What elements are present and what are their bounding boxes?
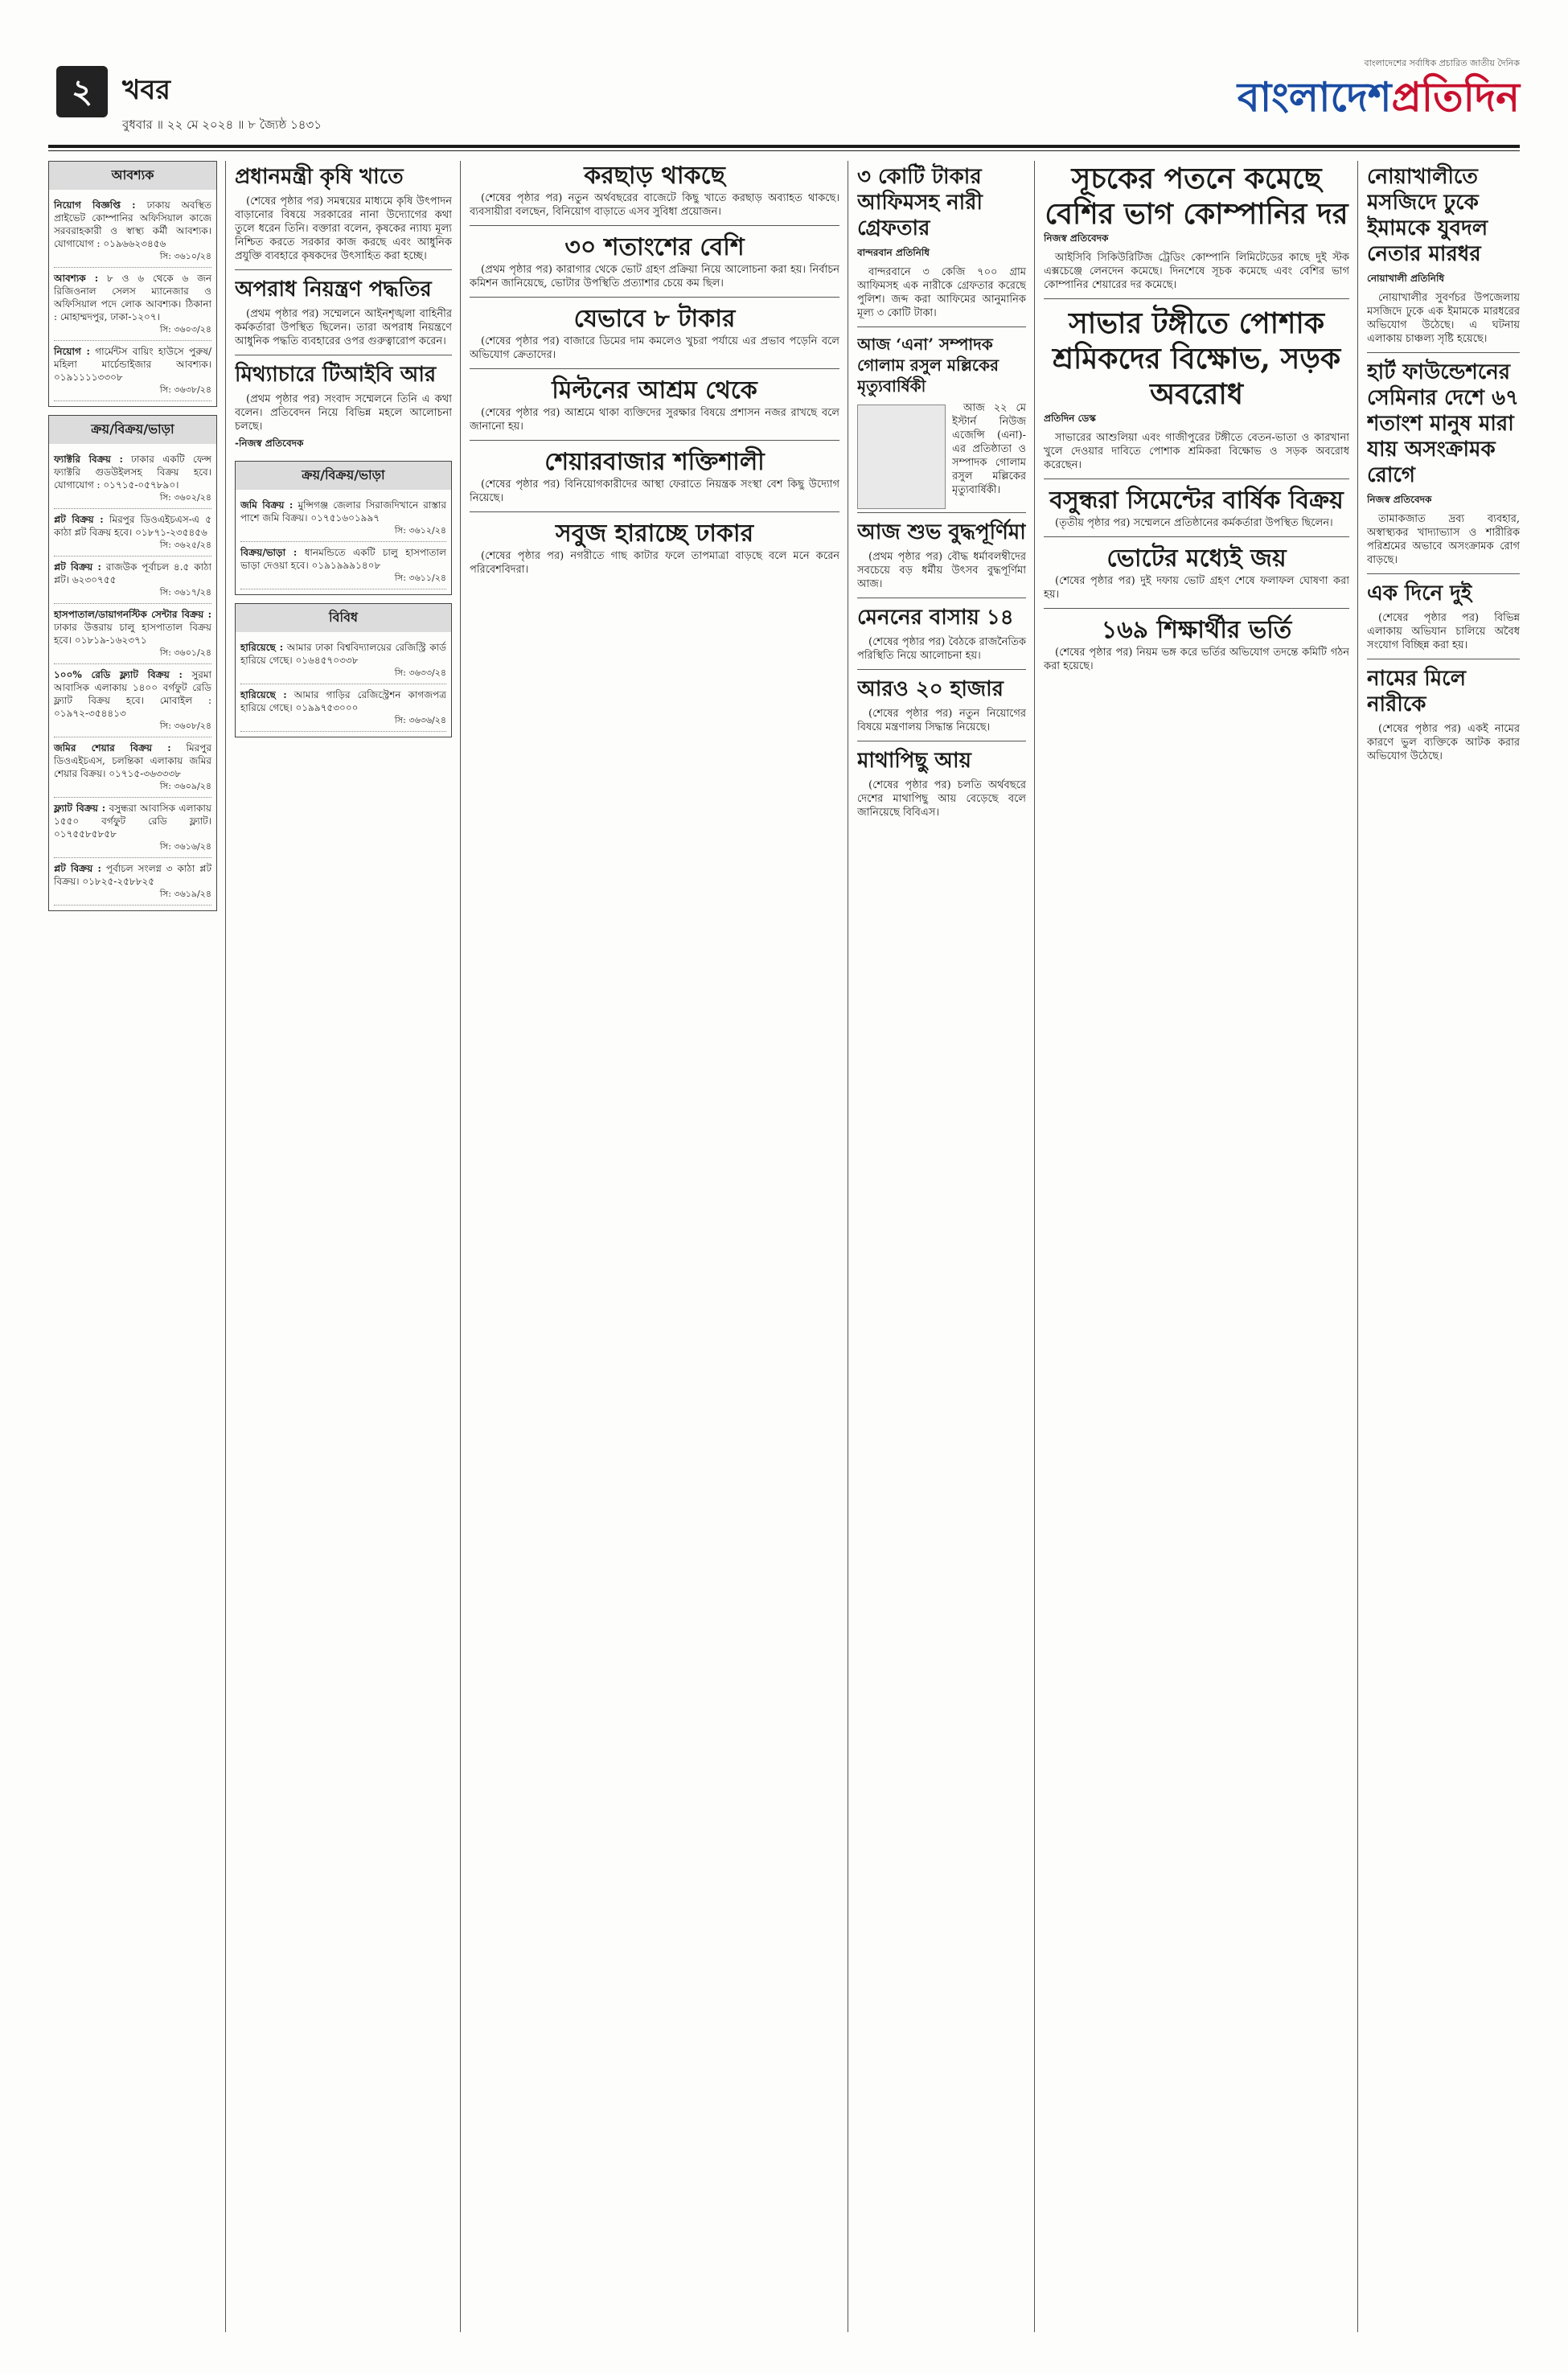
classified-ad-ref: সি: ৩৬৩৬/২৪: [394, 715, 446, 725]
header-rule: [48, 145, 1520, 148]
classified-ad-ref: সি: ৩৬১৬/২৪: [159, 841, 211, 852]
headline-8-taka: যেভাবে ৮ টাকার: [573, 305, 736, 333]
story-divider: [857, 669, 1026, 670]
headline-bashundhara-cement: বসুন্ধরা সিমেন্টের বার্ষিক বিক্রয়: [1049, 487, 1344, 515]
classified-ad: [240, 542, 446, 589]
story-buddha-purnima: (প্রথম পৃষ্ঠার পর) বৌদ্ধ ধর্মাবলম্বীদের সবচেয়ে বড় ধর্মীয় উৎসব বুদ্ধপূর্ণিমা আজ।: [857, 551, 1026, 590]
headline-opium: ৩ কোটি টাকার আফিমসহ নারী গ্রেফতার: [857, 165, 983, 240]
classified-ad-ref: সি: ৩৬১৭/২৪: [159, 587, 211, 598]
byline: -নিজস্ব প্রতিবেদক: [235, 437, 304, 449]
classified-ad: [54, 858, 211, 906]
dateline: বুধবার ॥ ২২ মে ২০২৪ ॥ ৮ জ্যৈষ্ঠ ১৪৩১: [122, 117, 322, 132]
story-share-market: (শেষের পৃষ্ঠার পর) বিনিয়োগকারীদের আস্থা ফেরাতে নিয়ন্ত্রক সংস্থা বেশ কিছু উদ্যোগ নিয়েছে।: [470, 478, 839, 504]
column-divider: [225, 161, 226, 2332]
classified-ad-heading: প্লট বিক্রয় :: [54, 561, 101, 573]
classified-ad-ref: সি: ৩৬৩৮/২৪: [159, 384, 211, 395]
column-5: [1044, 161, 1349, 2332]
classified-ad-ref: সি: ৩৬১০/২৪: [159, 251, 211, 261]
story-green-dhaka: (শেষের পৃষ্ঠার পর) নগরীতে গাছ কাটার ফলে তাপমাত্রা বাড়ছে বলে মনে করেন পরিবেশবিদরা।: [470, 550, 839, 576]
classified-ad-body: ঢাকার উত্তরায় চালু হাসপাতাল বিক্রয় হবে। ০১৮১৯-১৬২৩৭১: [54, 622, 211, 646]
story-noakhali-imam: নোয়াখালীর সুবর্ণচর উপজেলায় মসজিদে ঢুকে এক ইমামকে মারধরের অভিযোগ উঠেছে। এ ঘটনায় এলাকায় চাঞ্চল্য সৃষ্টি হয়েছে।: [1367, 292, 1520, 345]
classified-ad: [54, 268, 211, 341]
story-bashundhara-cement: (তৃতীয় পৃষ্ঠার পর) সম্মেলনে প্রতিষ্ঠানের কর্মকর্তারা উপস্থিত ছিলেন।: [1055, 517, 1333, 529]
byline: নিজস্ব প্রতিবেদক: [1367, 494, 1432, 505]
classified-ad-heading: নিয়োগ বিজ্ঞপ্তি :: [54, 199, 136, 211]
classified-ad-body: আমার ঢাকা বিশ্ববিদ্যালয়ের রেজিস্ট্রি কার্ড হারিয়ে গেছে। ০১৬৪৫৭০৩৩৮: [240, 642, 446, 666]
classified-ad-heading: জমি বিক্রয় :: [240, 499, 293, 511]
headline-crime-control: অপরাধ নিয়ন্ত্রণ পদ্ধতির: [235, 277, 432, 302]
classified-ad-body: ধানমন্ডিতে একটি চালু হাসপাতাল ভাড়া দেওয়া হবে। ০১৯১৯৯৯১৪০৮: [240, 547, 446, 571]
story-divider: [470, 225, 839, 226]
story-name-match: (শেষের পৃষ্ঠার পর) একই নামের কারণে ভুল ব্যক্তিকে আটক করার অভিযোগ উঠেছে।: [1367, 723, 1520, 762]
classifieds-column: [48, 161, 217, 2332]
classified-ad-heading: বিক্রয়/ভাড়া :: [240, 547, 298, 558]
portrait-photo: [857, 405, 946, 509]
story-index-fall: আইসিবি সিকিউরিটিজ ট্রেডিং কোম্পানি লিমিটেডের কাছে দুই স্টক এক্সচেঞ্জে লেনদেন কমেছে। দিনশেষে সূচক কমেছে এবং বেশির ভাগ কোম্পানির শেয়ারের দর কমেছে।: [1044, 252, 1349, 291]
classified-ad-heading: আবশ্যক :: [54, 273, 99, 284]
classified-ad-heading: প্লট বিক্রয় :: [54, 514, 104, 525]
column-divider: [1034, 161, 1035, 2332]
column-divider: [1357, 161, 1358, 2332]
buy-sell-box-2-title: ক্রয়/বিক্রয়/ভাড়া: [236, 462, 451, 490]
buy-sell-box: [48, 415, 217, 911]
page-header: [48, 56, 1520, 153]
classified-ad-body: ঢাকার একটি ফেন্স ফ্যাক্টরি গুডউইলসহ বিক্রয় হবে। যোগাযোগ : ০১৭১৫-০৫৭৮৯০।: [54, 454, 211, 491]
wanted-box: [48, 161, 217, 407]
headline-agriculture: প্রধানমন্ত্রী কৃষি খাতে: [235, 165, 404, 189]
story-8-taka: (শেষের পৃষ্ঠার পর) বাজারে ডিমের দাম কমলেও খুচরা পর্যায়ে এর প্রভাব পড়েনি বলে অভিযোগ ক্রেতাদের।: [470, 335, 839, 361]
classified-ad-heading: জমির শেয়ার বিক্রয় :: [54, 742, 171, 754]
story-30-percent: (প্রথম পৃষ্ঠার পর) কারাগার থেকে ভোট গ্রহণ প্রক্রিয়া নিয়ে আলোচনা করা হয়। নির্বাচন কমিশন জানিয়েছে, ভোটার উপস্থিতি প্রত্যাশার চেয়ে কম ছিল।: [470, 264, 839, 290]
story-divider: [1044, 608, 1349, 609]
masthead: [1021, 56, 1520, 137]
story-heart-foundation: তামাকজাত দ্রব্য ব্যবহার, অস্বাস্থ্যকর খাদ্যাভ্যাস ও শারীরিক পরিশ্রমের অভাবে অসংক্রামক রোগ বাড়ছে।: [1367, 513, 1520, 566]
classified-ad: [54, 449, 211, 509]
classified-ad-body: আমার গাড়ির রেজিস্ট্রেশন কাগজপত্র হারিয়ে গেছে। ০১৯৯৭৫৩০০০: [240, 689, 446, 713]
classified-ad-body: মুন্সিগঞ্জ জেলার সিরাজদিখানে রাস্তার পাশে জমি বিক্রয়। ০১৭৫১৬০১৯৯৭: [240, 499, 446, 524]
story-tax: (শেষের পৃষ্ঠার পর) নতুন অর্থবছরের বাজেটে কিছু খাতে করছাড় অব্যাহত থাকছে। ব্যবসায়ীরা বলছেন, বিনিয়োগ বাড়াতে এসব সুবিধা প্রয়োজন।: [470, 192, 839, 218]
story-20-thousand: (শেষের পৃষ্ঠার পর) নতুন নিয়োগের বিষয়ে মন্ত্রণালয় সিদ্ধান্ত নিয়েছে।: [857, 708, 1026, 733]
headline-tax: করছাড় থাকছে: [584, 162, 725, 190]
headline-noakhali-imam: নোয়াখালীতে মসজিদে ঢুকে ইমামকে যুবদল নেতার মারধর: [1367, 165, 1488, 266]
story-divider: [1367, 352, 1520, 353]
classified-ad-ref: সি: ৩৬০২/২৪: [159, 492, 211, 503]
classified-ad: [54, 341, 211, 401]
byline: নোয়াখালী প্রতিনিধি: [1367, 273, 1445, 284]
classified-ad-ref: সি: ৩৬০৩/২৪: [159, 324, 211, 335]
byline: প্রতিদিন ডেস্ক: [1044, 413, 1096, 424]
story-menon: (শেষের পৃষ্ঠার পর) বৈঠকে রাজনৈতিক পরিস্থিতি নিয়ে আলোচনা হয়।: [857, 636, 1026, 662]
headline-vote-win: ভোটের মধ্যেই জয়: [1106, 544, 1287, 573]
headline-heart-foundation: হার্ট ফাউন্ডেশনের সেমিনার দেশে ৬৭ শতাংশ মানুষ মারা যায় অসংক্রামক রোগে: [1367, 360, 1519, 487]
classified-ad: [54, 557, 211, 604]
classified-ad-body: মিরপুর ডিওএইচএস-এ ৫ কাঠা প্লট বিক্রয় হবে। ০১৮৭১-২৩৫৪৫৬: [54, 514, 211, 538]
headline-one-day-two: এক দিনে দুই: [1367, 581, 1472, 606]
classified-ad-body: গার্মেন্টস বায়িং হাউসে পুরুষ/মহিলা মার্চেন্ডাইজার আবশ্যক। ০১৯১১১১৩৩০৮: [54, 346, 211, 383]
classified-ad-heading: প্লট বিক্রয় :: [54, 863, 101, 874]
story-divider: [1044, 536, 1349, 537]
header-rule-thin: [48, 150, 1520, 151]
headline-ena-editor: আজ ‘এনা’ সম্পাদক গোলাম রসুল মল্লিকের মৃত্যুবার্ষিকী: [857, 335, 999, 396]
classified-ad-body: ৮ ও ৬ থেকে ৬ জন রিজিওনাল সেলস ম্যানেজার ও অফিসিয়াল পদে লোক আবশ্যক। ঠিকানা : মোহাম্মদপুর, ঢাকা-১২০৭।: [54, 273, 211, 322]
headline-menon: মেননের বাসায় ১৪: [857, 606, 1014, 630]
classified-ad-heading: ফ্ল্যাট বিক্রয় :: [54, 803, 106, 814]
story-divider: [1044, 298, 1349, 299]
wanted-box-title: আবশ্যক: [49, 162, 216, 190]
classified-ad-body: পূর্বাচল সংলগ্ন ৩ কাঠা প্লট বিক্রয়। ০১৮২৫-২৫৮৮২৫: [54, 863, 211, 887]
classified-ad-ref: সি: ৩৬০৮/২৪: [159, 721, 211, 731]
classified-ad: [240, 637, 446, 684]
story-divider: [470, 511, 839, 512]
story-one-day-two: (শেষের পৃষ্ঠার পর) বিভিন্ন এলাকায় অভিযান চালিয়ে অবৈধ সংযোগ বিচ্ছিন্ন করা হয়।: [1367, 612, 1520, 651]
story-divider: [470, 297, 839, 298]
misc-box: [235, 603, 452, 737]
byline: নিজস্ব প্রতিবেদক: [1044, 232, 1109, 244]
headline-milton: মিল্টনের আশ্রম থেকে: [552, 376, 757, 405]
classified-ad-body: মিরপুর ডিওএইচএস, চলন্তিকা এলাকায় জমির শেয়ার বিক্রয়। ০১৭১৫-৩৬৩৩৩৮: [54, 742, 211, 779]
classified-ad-heading: ১০০% রেডি ফ্ল্যাট বিক্রয় :: [54, 669, 183, 680]
headline-green-dhaka: সবুজ হারাচ্ছে ঢাকার: [555, 520, 754, 548]
headline-per-capita: মাথাপিছু আয়: [857, 749, 971, 773]
story-vote-win: (শেষের পৃষ্ঠার পর) দুই দফায় ভোট গ্রহণ শেষে ফলাফল ঘোষণা করা হয়।: [1044, 575, 1349, 601]
classified-ad-heading: হারিয়েছে :: [240, 689, 287, 700]
misc-box-title: বিবিধ: [236, 604, 451, 632]
column-2: [235, 161, 452, 2332]
classified-ad-body: সুরমা আবাসিক এলাকায় ১৪০০ বর্গফুট রেডি ফ্ল্যাট বিক্রয় হবে। মোবাইল : ০১৯৭২-৩৫৪৪১৩: [54, 669, 211, 719]
headline-169-students: ১৬৯ শিক্ষার্থীর ভর্তি: [1101, 616, 1292, 644]
byline: বান্দরবান প্রতিনিধি: [857, 247, 930, 258]
buy-sell-box-2: [235, 461, 452, 595]
classified-ad: [54, 798, 211, 858]
story-tib: (প্রথম পৃষ্ঠার পর) সংবাদ সম্মেলনে তিনি এ কথা বলেন। প্রতিবেদন নিয়ে বিভিন্ন মহলে আলোচনা চলছে।: [235, 393, 452, 433]
story-agriculture: (শেষের পৃষ্ঠার পর) সমন্বয়ের মাধ্যমে কৃষি উৎপাদন বাড়ানোর বিষয়ে সরকারের নানা উদ্যোগের কথা তুলে ধরেন তিনি। বক্তারা বলেন, কৃষকের ন্যায্য মূল্য নিশ্চিত করতে সরকার কাজ করছে এবং আধুনিক প্রযুক্তি ব্যবহারে কৃষকদের উৎসাহিত করা হচ্ছে।: [235, 195, 452, 262]
classified-ad-ref: সি: ৩৬১২/২৪: [394, 525, 446, 536]
headline-share-market: শেয়ারবাজার শক্তিশালী: [544, 448, 765, 476]
classified-ad: [54, 664, 211, 737]
classified-ad-ref: সি: ৩৬০৯/২৪: [159, 781, 211, 791]
story-169-students: (শেষের পৃষ্ঠার পর) নিয়ম ভঙ্গ করে ভর্তির অভিযোগ তদন্তে কমিটি গঠন করা হয়েছে।: [1044, 647, 1349, 672]
headline-30-percent: ৩০ শতাংশের বেশি: [564, 233, 745, 261]
story-ena-editor: আজ ২২ মে ইস্টার্ন নিউজ এজেন্সি (এনা)-এর প্রতিষ্ঠাতা ও সম্পাদক গোলাম রসুল মল্লিকের মৃত্যুবার্ষিকী।: [952, 402, 1026, 496]
headline-20-thousand: আরও ২০ হাজার: [857, 677, 1004, 701]
classified-ad-ref: সি: ৩৬১৯/২৪: [159, 889, 211, 899]
section-title: খবর: [122, 74, 170, 106]
story-divider: [470, 368, 839, 369]
story-opium: বান্দরবানে ৩ কেজি ৭০০ গ্রাম আফিমসহ এক নারীকে গ্রেফতার করেছে পুলিশ। জব্দ করা আফিমের আনুমানিক মূল্য ৩ কোটি টাকা।: [857, 266, 1026, 319]
classified-ad-heading: নিয়োগ :: [54, 346, 90, 357]
story-crime-control: (প্রথম পৃষ্ঠার পর) সম্মেলনে আইনশৃঙ্খলা বাহিনীর কর্মকর্তারা উপস্থিত ছিলেন। তারা অপরাধ নিয়ন্ত্রণে আধুনিক পদ্ধতি ব্যবহারের ওপর গুরুত্বারোপ করেন।: [235, 308, 452, 347]
buy-sell-box-title: ক্রয়/বিক্রয়/ভাড়া: [49, 416, 216, 444]
story-divider: [1044, 478, 1349, 479]
headline-buddha-purnima: আজ শুভ বুদ্ধপূর্ণিমা: [857, 520, 1026, 544]
newspaper-page: [48, 56, 1520, 2340]
story-divider: [1367, 573, 1520, 574]
classified-ad-body: বসুন্ধরা আবাসিক এলাকায় ১৫৫০ বর্গফুট রেডি ফ্ল্যাট। ০১৭৫৫৮৫৮৫৮: [54, 803, 211, 840]
classified-ad-ref: সি: ৩৬০১/২৪: [159, 647, 211, 658]
headline-name-match: নামের মিলে নারীকে: [1367, 667, 1466, 717]
masthead-logo: [1021, 72, 1520, 123]
column-3: [470, 161, 839, 2332]
classified-ad: [240, 495, 446, 542]
classified-ad: [54, 737, 211, 798]
classified-ad-ref: সি: ৩৬১১/২৪: [394, 573, 446, 583]
headline-index-fall: সূচকের পতনে কমেছে বেশির ভাগ কোম্পানির দর: [1045, 162, 1348, 231]
headline-garment-protest: সাভার টঙ্গীতে পোশাক শ্রমিকদের বিক্ষোভ, সড়ক অবরোধ: [1052, 306, 1341, 411]
classified-ad: [54, 509, 211, 557]
story-per-capita: (শেষের পৃষ্ঠার পর) চলতি অর্থবছরে দেশের মাথাপিছু আয় বেড়েছে বলে জানিয়েছে বিবিএস।: [857, 779, 1026, 819]
story-divider: [857, 512, 1026, 513]
column-6: [1367, 161, 1520, 2332]
headline-tib: মিথ্যাচারে টিআইবি আর: [235, 363, 437, 387]
classified-ad: [54, 195, 211, 268]
classified-ad-body: ঢাকায় অবস্থিত প্রাইভেট কোম্পানির অফিসিয়াল কাজে সরবরাহকারী ও স্বাস্থ্য কর্মী আবশ্যক। যোগাযোগ : ০১৯৬৬২৩৪৫৬: [54, 199, 211, 249]
classified-ad-heading: হাসপাতাল/ডায়াগনস্টিক সেন্টার বিক্রয় :: [54, 609, 211, 620]
masthead-logo-part1: বাংলাদেশ: [1237, 73, 1392, 121]
story-divider: [470, 440, 839, 441]
classified-ad-ref: সি: ৩৬৩৩/২৪: [394, 667, 446, 678]
classified-ad-heading: ফ্যাক্টরি বিক্রয় :: [54, 454, 123, 465]
classified-ad-body: রাজউক পূর্বাচল ৪.৫ কাঠা প্লট। ৬২৩০৭৫৫: [54, 561, 211, 585]
column-divider: [460, 161, 461, 2332]
classified-ad: [54, 604, 211, 664]
page-number: ২: [56, 66, 108, 117]
classified-ad: [240, 684, 446, 732]
column-4: [857, 161, 1026, 2332]
story-milton: (শেষের পৃষ্ঠার পর) আশ্রমে থাকা ব্যক্তিদের সুরক্ষার বিষয়ে প্রশাসন নজর রাখছে বলে জানানো হয়।: [470, 407, 839, 433]
story-garment-protest: সাভারের আশুলিয়া এবং গাজীপুরের টঙ্গীতে বেতন-ভাতা ও কারখানা খুলে দেওয়ার দাবিতে পোশাক শ্রমিকরা বিক্ষোভ ও সড়ক অবরোধ করেছেন।: [1044, 432, 1349, 471]
classified-ad-ref: সি: ৩৬২৫/২৪: [159, 540, 211, 550]
classified-ad-heading: হারিয়েছে :: [240, 642, 284, 653]
masthead-tagline: বাংলাদেশের সর্বাধিক প্রচারিত জাতীয় দৈনিক: [1364, 58, 1520, 68]
story-divider: [235, 269, 452, 270]
masthead-logo-part2: প্রতিদিন: [1391, 73, 1520, 121]
